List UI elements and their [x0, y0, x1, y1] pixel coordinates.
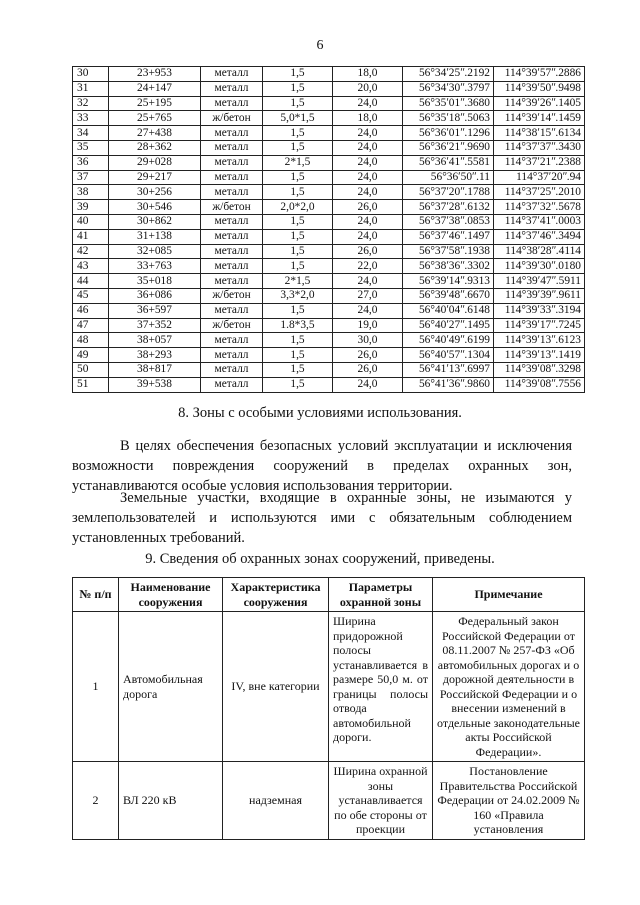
cell-length: 19,0	[333, 318, 403, 333]
cell-material: металл	[201, 377, 263, 392]
cell-material: металл	[201, 170, 263, 185]
cell-length: 26,0	[333, 200, 403, 215]
cell-row-number: 31	[73, 81, 109, 96]
cell-diameter: 5,0*1,5	[263, 111, 333, 126]
cell-longitude: 114°39ʹ39ʺ.9611	[494, 288, 585, 303]
cell-longitude: 114°39ʹ57ʺ.2886	[494, 67, 585, 82]
protection-zones-table	[72, 577, 585, 840]
header-note: Примечание	[433, 578, 585, 612]
cell-latitude: 56°35ʹ01ʺ.3680	[403, 96, 494, 111]
table-row	[73, 170, 585, 185]
cell-diameter: 1,5	[263, 259, 333, 274]
table-row	[73, 303, 585, 318]
cell-latitude: 56°37ʹ20ʺ.1788	[403, 185, 494, 200]
cell-material: ж/бетон	[201, 318, 263, 333]
cell-length: 27,0	[333, 288, 403, 303]
cell-diameter: 1,5	[263, 185, 333, 200]
cell-material: ж/бетон	[201, 200, 263, 215]
cell-longitude: 114°37ʹ46ʺ.3494	[494, 229, 585, 244]
cell-picket: 32+085	[109, 244, 201, 259]
cell-diameter: 3,3*2,0	[263, 288, 333, 303]
cell-row-number: 43	[73, 259, 109, 274]
cell-picket: 33+763	[109, 259, 201, 274]
table-row	[73, 612, 585, 762]
table-row	[73, 762, 585, 840]
cell-row-number: 47	[73, 318, 109, 333]
cell-length: 24,0	[333, 126, 403, 141]
cell-material: металл	[201, 362, 263, 377]
cell-diameter: 1,5	[263, 377, 333, 392]
cell-picket: 36+086	[109, 288, 201, 303]
cell-row-number: 38	[73, 185, 109, 200]
cell-row-number: 36	[73, 155, 109, 170]
cell-picket: 29+217	[109, 170, 201, 185]
cell-length: 26,0	[333, 348, 403, 363]
cell-picket: 24+147	[109, 81, 201, 96]
table-row	[73, 111, 585, 126]
section-8-heading: 8. Зоны с особыми условиями использования.	[178, 405, 462, 421]
cell-picket: 31+138	[109, 229, 201, 244]
row-2-num: 2	[73, 762, 119, 840]
cell-material: металл	[201, 274, 263, 289]
row-1-num: 1	[73, 612, 119, 762]
cell-length: 18,0	[333, 111, 403, 126]
cell-longitude: 114°39ʹ13ʺ.1419	[494, 348, 585, 363]
cell-picket: 36+597	[109, 303, 201, 318]
cell-length: 24,0	[333, 274, 403, 289]
cell-diameter: 1,5	[263, 126, 333, 141]
cell-diameter: 2*1,5	[263, 155, 333, 170]
cell-length: 24,0	[333, 155, 403, 170]
cell-picket: 28+362	[109, 140, 201, 155]
cell-longitude: 114°38ʹ28ʺ.4114	[494, 244, 585, 259]
table-row	[73, 377, 585, 392]
cell-material: металл	[201, 333, 263, 348]
cell-diameter: 1,5	[263, 67, 333, 82]
cell-longitude: 114°37ʹ20ʺ.94	[494, 170, 585, 185]
cell-picket: 30+546	[109, 200, 201, 215]
cell-picket: 38+057	[109, 333, 201, 348]
cell-latitude: 56°34ʹ25ʺ.2192	[403, 67, 494, 82]
cell-material: металл	[201, 67, 263, 82]
cell-row-number: 32	[73, 96, 109, 111]
table-row	[73, 244, 585, 259]
cell-latitude: 56°41ʹ13ʺ.6997	[403, 362, 494, 377]
cell-length: 24,0	[333, 185, 403, 200]
cell-latitude: 56°39ʹ48ʺ.6670	[403, 288, 494, 303]
cell-picket: 27+438	[109, 126, 201, 141]
cell-diameter: 1,5	[263, 333, 333, 348]
table-row	[73, 288, 585, 303]
cell-longitude: 114°37ʹ32ʺ.5678	[494, 200, 585, 215]
cell-picket: 29+028	[109, 155, 201, 170]
cell-length: 24,0	[333, 377, 403, 392]
cell-picket: 25+765	[109, 111, 201, 126]
row-1-name: Автомобильная дорога	[119, 612, 223, 762]
cell-longitude: 114°39ʹ30ʺ.0180	[494, 259, 585, 274]
cell-length: 24,0	[333, 303, 403, 318]
cell-latitude: 56°40ʹ27ʺ.1495	[403, 318, 494, 333]
cell-longitude: 114°39ʹ13ʺ.6123	[494, 333, 585, 348]
cell-row-number: 35	[73, 140, 109, 155]
cell-diameter: 1,5	[263, 362, 333, 377]
cell-material: металл	[201, 155, 263, 170]
table-header-row	[73, 578, 585, 612]
cell-picket: 35+018	[109, 274, 201, 289]
table-row	[73, 96, 585, 111]
cell-material: металл	[201, 259, 263, 274]
table-row	[73, 259, 585, 274]
table-row	[73, 81, 585, 96]
cell-longitude: 114°39ʹ47ʺ.5911	[494, 274, 585, 289]
cell-longitude: 114°37ʹ41ʺ.0003	[494, 214, 585, 229]
row-1-characteristic: IV, вне категории	[223, 612, 329, 762]
section-8-paragraph-2: Земельные участки, входящие в охранные зоны, не изымаются у землепользователей и используются ими с обязательным соблюдением установленных требований.	[72, 490, 572, 546]
cell-row-number: 39	[73, 200, 109, 215]
cell-longitude: 114°39ʹ14ʺ.1459	[494, 111, 585, 126]
cell-material: металл	[201, 229, 263, 244]
cell-latitude: 56°37ʹ28ʺ.6132	[403, 200, 494, 215]
cell-material: ж/бетон	[201, 111, 263, 126]
table-row	[73, 155, 585, 170]
cell-latitude: 56°40ʹ49ʺ.6199	[403, 333, 494, 348]
cell-picket: 37+352	[109, 318, 201, 333]
cell-row-number: 42	[73, 244, 109, 259]
cell-material: ж/бетон	[201, 288, 263, 303]
header-name: Наименование сооружения	[119, 578, 223, 612]
cell-length: 30,0	[333, 333, 403, 348]
cell-material: металл	[201, 214, 263, 229]
cell-diameter: 2*1,5	[263, 274, 333, 289]
cell-latitude: 56°36ʹ50ʺ.11	[403, 170, 494, 185]
row-2-zone-parameters: Ширина охранной зоны устанавливается по обе стороны от проекции	[329, 762, 433, 840]
cell-latitude: 56°37ʹ46ʺ.1497	[403, 229, 494, 244]
page-number: 6	[316, 38, 324, 53]
cell-diameter: 1,5	[263, 140, 333, 155]
cell-picket: 30+862	[109, 214, 201, 229]
cell-diameter: 1,5	[263, 348, 333, 363]
cell-diameter: 1.8*3,5	[263, 318, 333, 333]
table-row	[73, 318, 585, 333]
cell-picket: 38+817	[109, 362, 201, 377]
table-row	[73, 200, 585, 215]
cell-diameter: 1,5	[263, 96, 333, 111]
culverts-table-body	[73, 67, 585, 393]
cell-row-number: 45	[73, 288, 109, 303]
cell-longitude: 114°39ʹ33ʺ.3194	[494, 303, 585, 318]
header-characteristic: Характеристика сооружения	[223, 578, 329, 612]
cell-length: 26,0	[333, 244, 403, 259]
cell-material: металл	[201, 96, 263, 111]
cell-latitude: 56°35ʹ18ʺ.5063	[403, 111, 494, 126]
cell-latitude: 56°40ʹ04ʺ.6148	[403, 303, 494, 318]
cell-material: металл	[201, 140, 263, 155]
cell-material: металл	[201, 348, 263, 363]
cell-material: металл	[201, 185, 263, 200]
table-row	[73, 185, 585, 200]
cell-material: металл	[201, 81, 263, 96]
cell-length: 24,0	[333, 229, 403, 244]
table-row	[73, 274, 585, 289]
cell-latitude: 56°34ʹ30ʺ.3797	[403, 81, 494, 96]
cell-row-number: 34	[73, 126, 109, 141]
cell-row-number: 48	[73, 333, 109, 348]
row-2-name: ВЛ 220 кВ	[119, 762, 223, 840]
cell-length: 22,0	[333, 259, 403, 274]
cell-diameter: 1,5	[263, 303, 333, 318]
cell-picket: 23+953	[109, 67, 201, 82]
cell-material: металл	[201, 126, 263, 141]
cell-length: 26,0	[333, 362, 403, 377]
cell-latitude: 56°36ʹ41ʺ.5581	[403, 155, 494, 170]
cell-row-number: 50	[73, 362, 109, 377]
header-zone-parameters: Параметры охранной зоны	[329, 578, 433, 612]
cell-longitude: 114°37ʹ37ʺ.3430	[494, 140, 585, 155]
row-2-note: Постановление Правительства Российской Федерации от 24.02.2009 № 160 «Правила установления	[433, 762, 585, 840]
cell-row-number: 33	[73, 111, 109, 126]
cell-latitude: 56°40ʹ57ʺ.1304	[403, 348, 494, 363]
cell-diameter: 1,5	[263, 170, 333, 185]
table-row	[73, 333, 585, 348]
header-num: № п/п	[73, 578, 119, 612]
cell-row-number: 51	[73, 377, 109, 392]
cell-latitude: 56°38ʹ36ʺ.3302	[403, 259, 494, 274]
cell-length: 20,0	[333, 81, 403, 96]
cell-length: 24,0	[333, 96, 403, 111]
cell-picket: 25+195	[109, 96, 201, 111]
cell-picket: 30+256	[109, 185, 201, 200]
cell-length: 24,0	[333, 214, 403, 229]
cell-longitude: 114°37ʹ21ʺ.2388	[494, 155, 585, 170]
cell-latitude: 56°36ʹ21ʺ.9690	[403, 140, 494, 155]
cell-length: 24,0	[333, 140, 403, 155]
table-row	[73, 348, 585, 363]
cell-longitude: 114°38ʹ15ʺ.6134	[494, 126, 585, 141]
cell-row-number: 30	[73, 67, 109, 82]
culverts-table	[72, 66, 585, 393]
cell-length: 24,0	[333, 170, 403, 185]
cell-picket: 38+293	[109, 348, 201, 363]
table-row	[73, 362, 585, 377]
cell-length: 18,0	[333, 67, 403, 82]
cell-diameter: 2,0*2,0	[263, 200, 333, 215]
cell-longitude: 114°39ʹ26ʺ.1405	[494, 96, 585, 111]
cell-row-number: 44	[73, 274, 109, 289]
cell-diameter: 1,5	[263, 229, 333, 244]
cell-latitude: 56°39ʹ14ʺ.9313	[403, 274, 494, 289]
cell-latitude: 56°37ʹ58ʺ.1938	[403, 244, 494, 259]
table-row	[73, 140, 585, 155]
cell-row-number: 40	[73, 214, 109, 229]
cell-row-number: 46	[73, 303, 109, 318]
row-1-zone-parameters: Ширина придорожной полосы устанавливается в размере 50,0 м. от границы полосы отвода автомобильной дороги.	[329, 612, 433, 762]
cell-longitude: 114°39ʹ17ʺ.7245	[494, 318, 585, 333]
row-2-characteristic: надземная	[223, 762, 329, 840]
cell-diameter: 1,5	[263, 244, 333, 259]
cell-diameter: 1,5	[263, 214, 333, 229]
row-1-note: Федеральный закон Российской Федерации от 08.11.2007 № 257-ФЗ «Об автомобильных дорогах и о дорожной деятельности в Российской Федерации и о внесении изменений в отдельные законодательные акты Российской Федерации».	[433, 612, 585, 762]
cell-longitude: 114°37ʹ25ʺ.2010	[494, 185, 585, 200]
cell-latitude: 56°37ʹ38ʺ.0853	[403, 214, 494, 229]
section-9-heading: 9. Сведения об охранных зонах сооружений, приведены.	[145, 551, 495, 567]
cell-latitude: 56°41ʹ36ʺ.9860	[403, 377, 494, 392]
table-row	[73, 67, 585, 82]
cell-longitude: 114°39ʹ08ʺ.3298	[494, 362, 585, 377]
cell-latitude: 56°36ʹ01ʺ.1296	[403, 126, 494, 141]
table-row	[73, 126, 585, 141]
cell-row-number: 37	[73, 170, 109, 185]
section-8-paragraph-1: В целях обеспечения безопасных условий эксплуатации и исключения возможности повреждения сооружений в пределах охранных зон, устанавливаются особые условия использования территории.	[72, 438, 572, 494]
cell-material: металл	[201, 244, 263, 259]
cell-material: металл	[201, 303, 263, 318]
cell-longitude: 114°39ʹ08ʺ.7556	[494, 377, 585, 392]
cell-diameter: 1,5	[263, 81, 333, 96]
cell-longitude: 114°39ʹ50ʺ.9498	[494, 81, 585, 96]
table-row	[73, 229, 585, 244]
cell-picket: 39+538	[109, 377, 201, 392]
cell-row-number: 49	[73, 348, 109, 363]
table-row	[73, 214, 585, 229]
cell-row-number: 41	[73, 229, 109, 244]
